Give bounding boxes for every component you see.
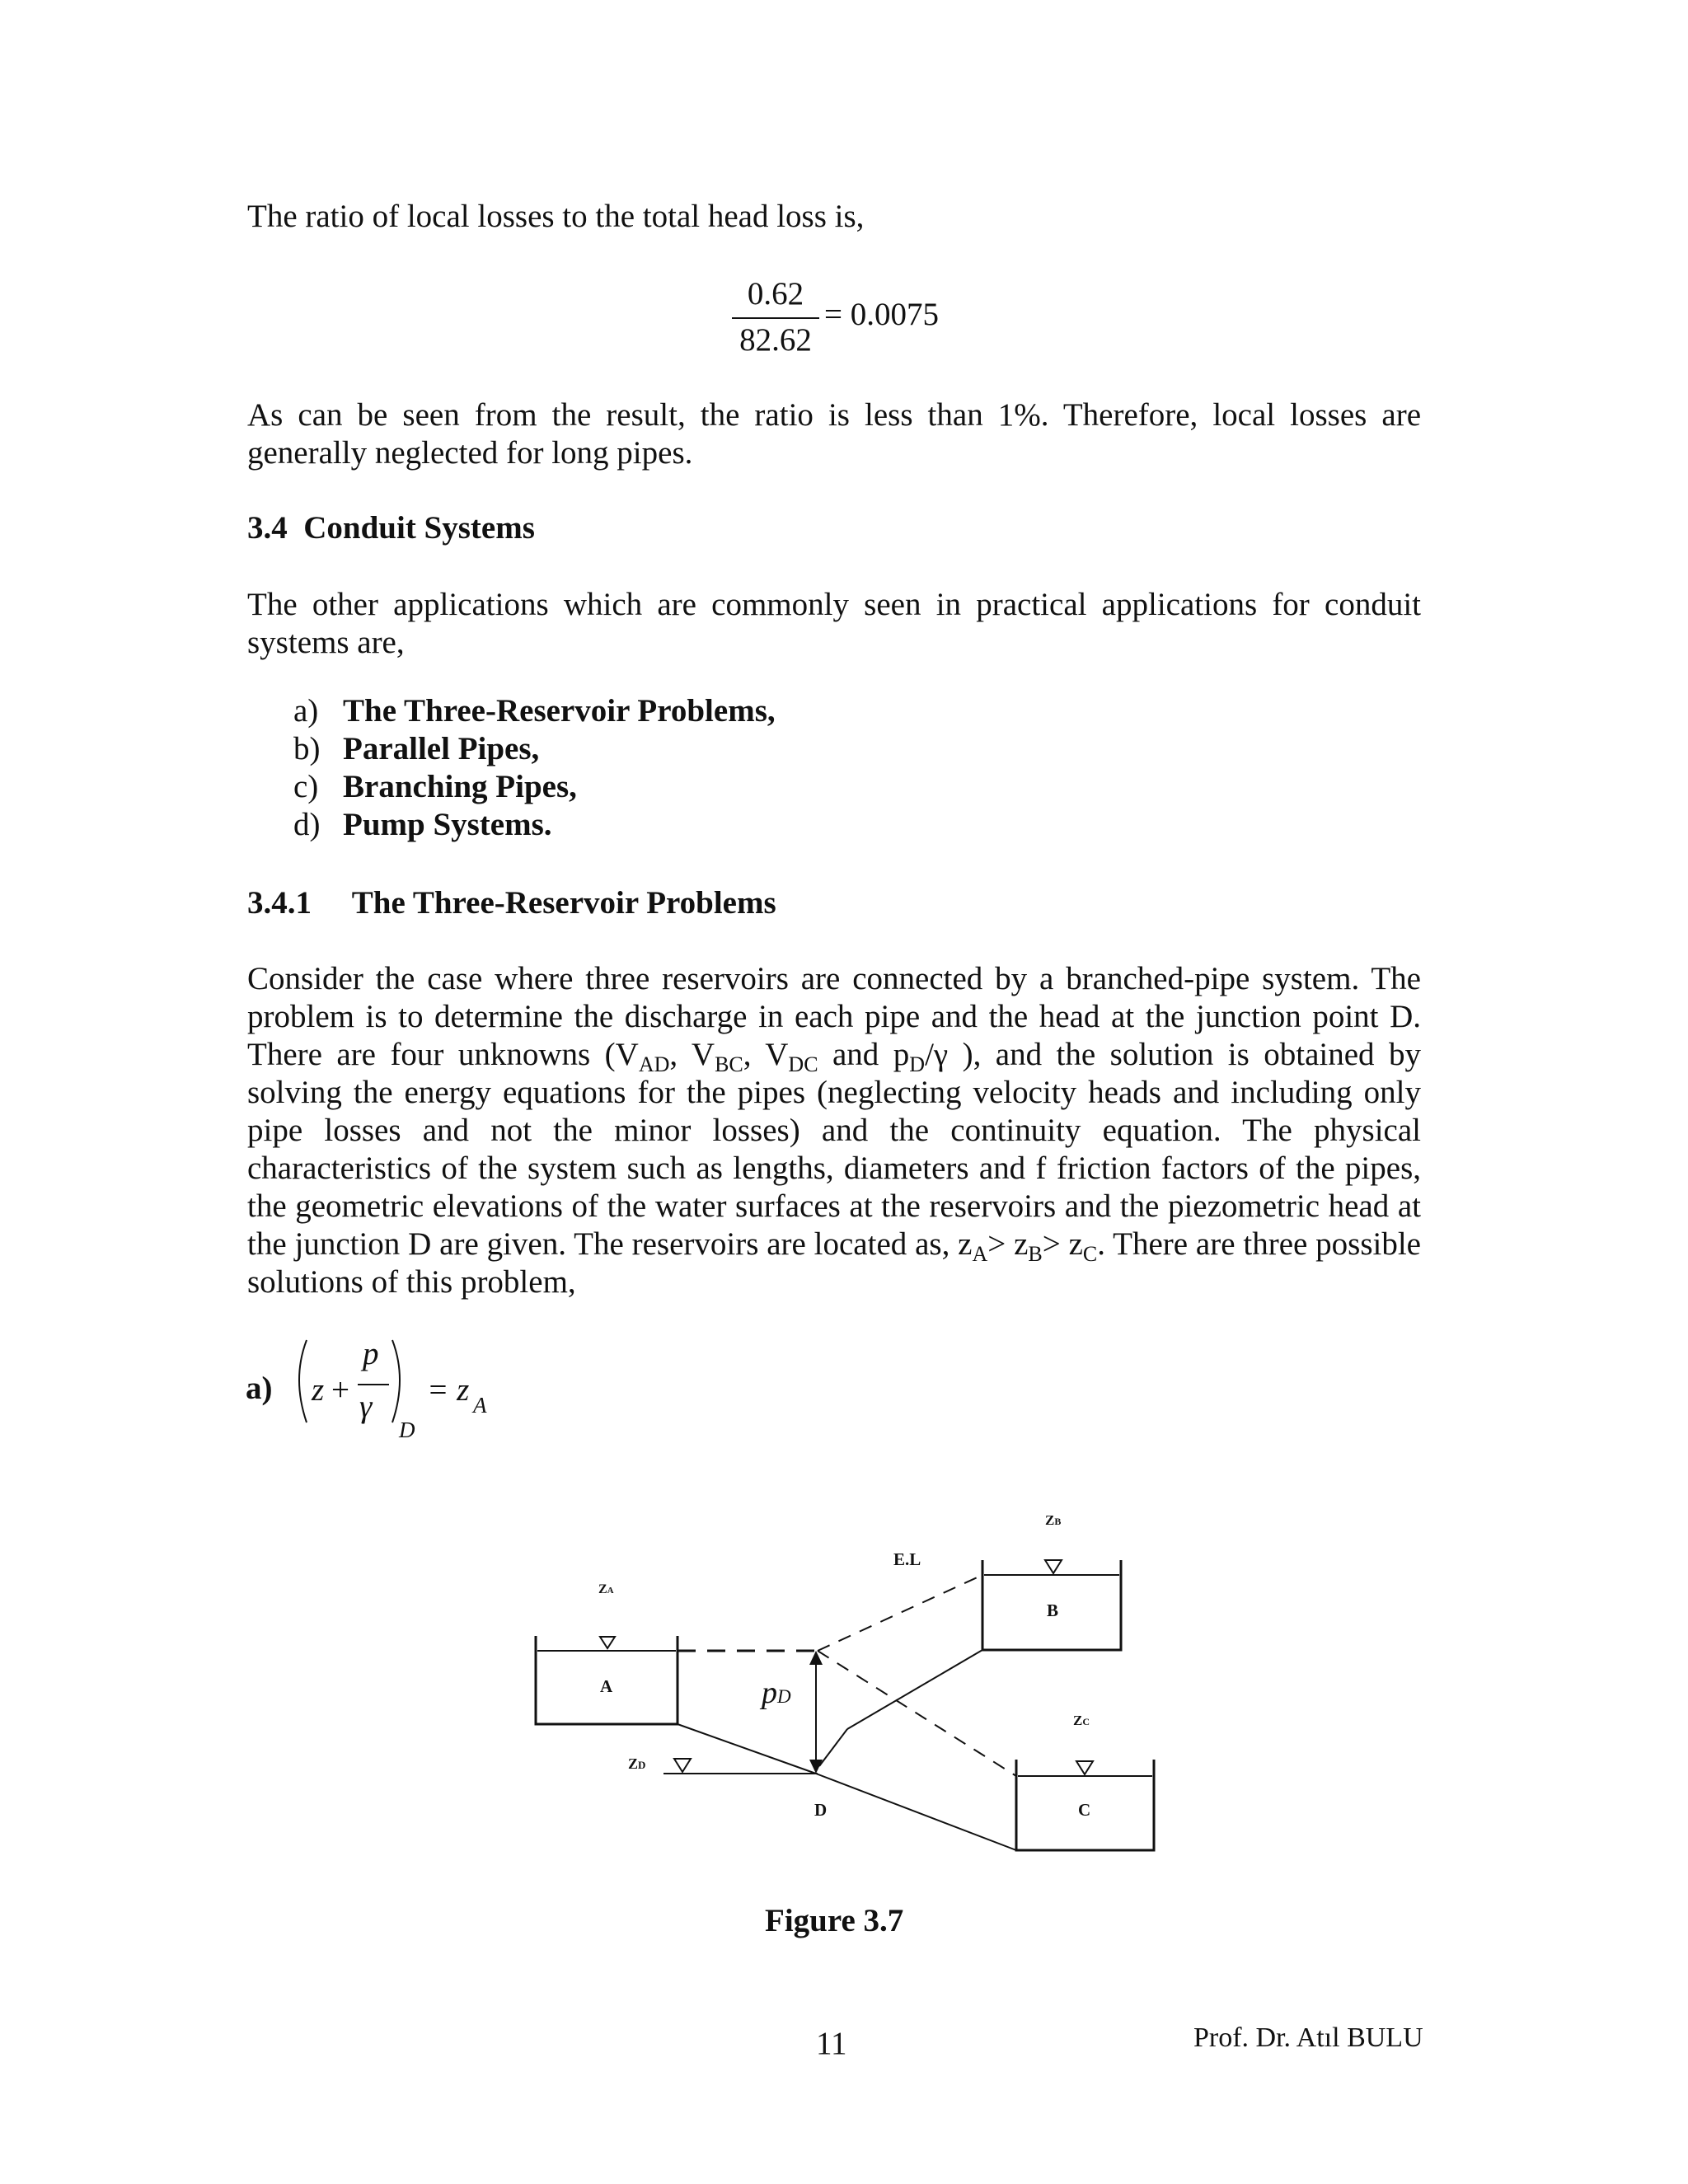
equation-z: z — [312, 1372, 325, 1408]
section-title: The Three-Reservoir Problems — [351, 885, 776, 921]
label-zb: ZB — [1045, 1512, 1062, 1528]
water-level-marker-d — [674, 1759, 691, 1772]
author-footer: Prof. Dr. Atıl BULU — [1193, 2022, 1423, 2053]
list-item: d) Pump Systems. — [293, 807, 552, 842]
label-za: ZA — [598, 1582, 614, 1596]
pipe-ad — [678, 1724, 816, 1774]
list-item: a) The Three-Reservoir Problems, — [293, 693, 776, 729]
label-zc: ZC — [1073, 1713, 1090, 1728]
energy-line-b — [818, 1575, 982, 1651]
equation-sub-a: A — [473, 1393, 487, 1418]
label-junction-d: D — [814, 1800, 828, 1820]
conduit-intro: The other applications which are commonly seen in practical applications for conduit systems are, — [247, 587, 1421, 660]
list-item: b) Parallel Pipes, — [293, 731, 540, 766]
list-item: c) Branching Pipes, — [293, 769, 577, 804]
ratio-numerator: 0.62 — [747, 276, 804, 312]
page-number: 11 — [816, 2026, 847, 2061]
water-level-marker-b — [1045, 1560, 1062, 1573]
pipe-bc-lower — [819, 1729, 847, 1766]
water-level-marker-c — [1076, 1761, 1093, 1774]
label-reservoir-b: B — [1047, 1601, 1059, 1620]
ratio-conclusion: As can be seen from the result, the ratio is less than 1%. Therefore, local losses are generally neglected for long pipes. — [247, 397, 1421, 471]
equation-gamma: γ — [359, 1389, 373, 1424]
pipe-dc — [816, 1774, 1016, 1850]
energy-line-c — [818, 1651, 1016, 1776]
ratio-denominator: 82.62 — [739, 322, 812, 358]
label-reservoir-a: A — [600, 1676, 613, 1696]
ratio-result: = 0.0075 — [824, 297, 939, 332]
section-number: 3.4 — [247, 510, 288, 546]
label-energy-line: E.L — [893, 1549, 921, 1569]
equation-sub-d: D — [399, 1418, 415, 1442]
label-pressure-head: pD — [762, 1675, 791, 1710]
equation-plus: + — [331, 1372, 349, 1408]
label-reservoir-c: C — [1078, 1800, 1091, 1820]
water-level-marker-a — [600, 1637, 615, 1648]
equation-rhs: = z — [427, 1372, 470, 1408]
three-reservoir-paragraph: Consider the case where three reservoirs are connected by a branched-pipe system. The problem is to determine the discharge in each pipe and the head at the junction point D. There are four unknowns ($V_{AD}$, $V_{BC}$, $V_{DC}$ and $p_D/\gamma$ ), and the solution is obtained by solving the energy equations for the pipes (neglecting velocity heads and including only pipe losses and not the minor losses) and the continuity equation. The physical characteristics of the system such as lengths, diameters and f friction factors of the pipes, the geometric elevations of the water surfaces at the reservoirs and the piezometric head at the junction D are given. The reservoirs are located as, $z_A> z_B> z_C$. There are three possible solutions of this problem, — [247, 961, 1421, 1300]
equation-label: a) — [246, 1371, 273, 1406]
section-number: 3.4.1 — [247, 885, 312, 921]
ratio-sentence: The ratio of local losses to the total head loss is, — [247, 199, 865, 234]
section-title: Conduit Systems — [303, 510, 535, 546]
label-zd: ZD — [628, 1755, 646, 1772]
equation-p: p — [363, 1336, 379, 1371]
figure-caption: Figure 3.7 — [765, 1903, 904, 1938]
pipe-bc — [847, 1650, 982, 1729]
